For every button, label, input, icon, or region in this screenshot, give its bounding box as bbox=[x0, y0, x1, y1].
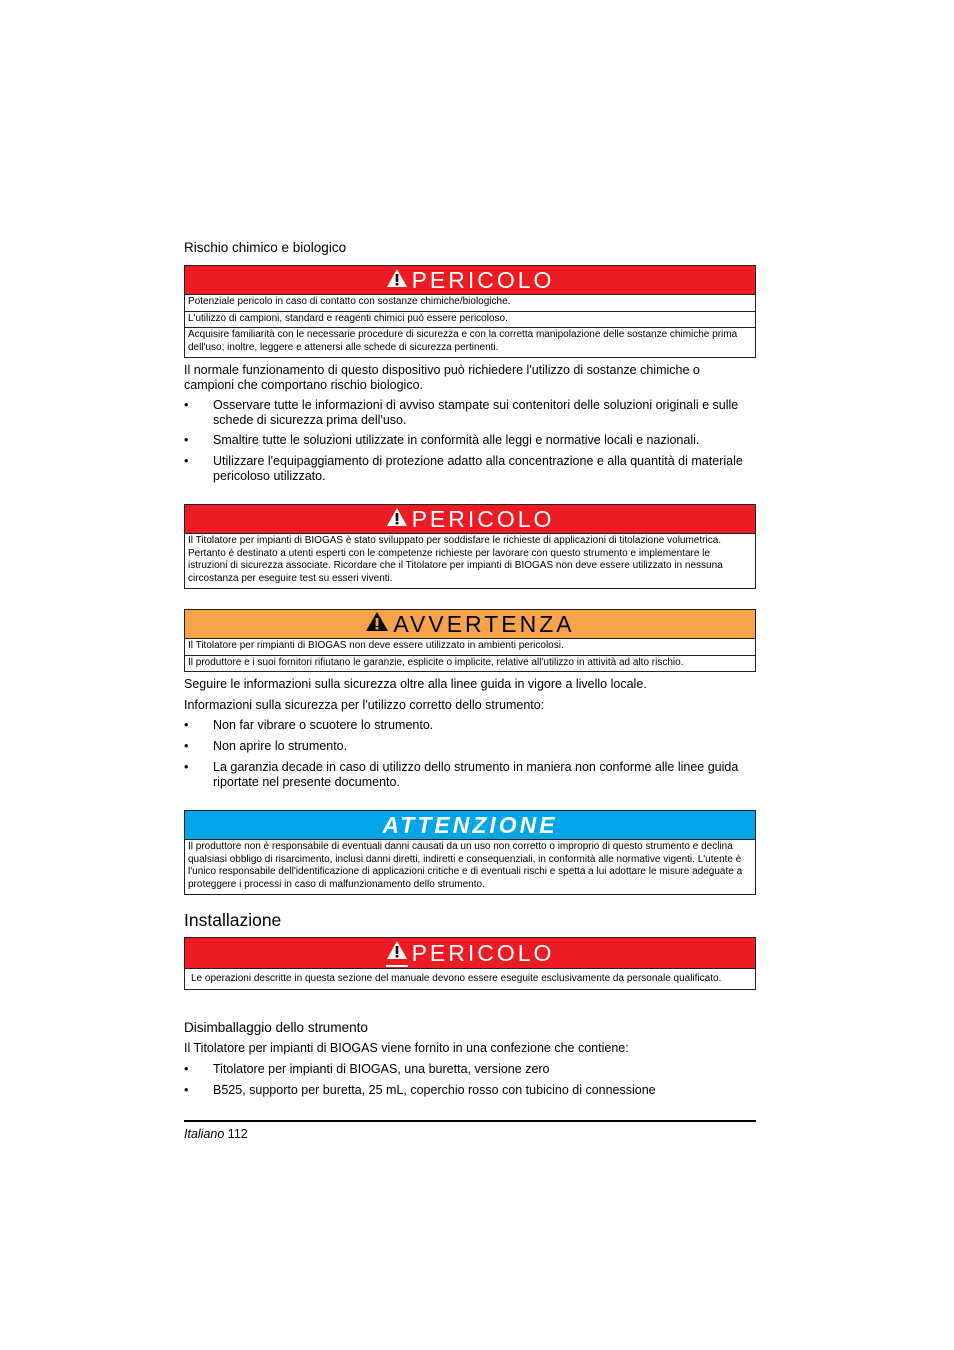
danger-signal-word: PERICOLO bbox=[411, 267, 555, 293]
warning-triangle-icon bbox=[365, 611, 389, 637]
page-number: 112 bbox=[227, 1127, 248, 1141]
warning-header bbox=[185, 610, 755, 639]
danger-box-2 bbox=[184, 504, 756, 589]
unpacking-intro: Il Titolatore per impianti di BIOGAS viene fornito in una confezione che contiene: bbox=[184, 1041, 629, 1055]
danger-signal-word: PERICOLO bbox=[411, 506, 555, 532]
footer-rule bbox=[184, 1120, 756, 1122]
warning-box bbox=[184, 609, 756, 672]
subheading-unpacking: Disimballaggio dello strumento bbox=[184, 1020, 368, 1035]
warning-signal-word: AVVERTENZA bbox=[393, 611, 575, 637]
warning-triangle-icon bbox=[386, 507, 408, 532]
section-heading-installation: Installazione bbox=[184, 910, 282, 930]
footer-language: Italiano bbox=[184, 1127, 225, 1141]
caution-signal-word: ATTENZIONE bbox=[382, 812, 558, 838]
warning-row: Il produttore e i suoi fornitori rifiutano le garanzie, esplicite o implicite, relative all'utilizzo in attività ad alto rischio. bbox=[188, 656, 684, 668]
caution-header bbox=[185, 811, 755, 840]
caution-text: Il produttore non è responsabile di eventuali danni causati da un uso non corretto o improprio di questo strumento e declina qualsiasi obbligo di risarcimento, inclusi danni diretti, indiretti e consequenziali, in conformità alle normative vigenti. L'utente è l'unico responsabile dell'identificazione di applicazioni critiche e di eventuali rischi e spetta a lui adottare le misure adeguate a proteggere i processi in caso di malfunzionamento dello strumento. bbox=[188, 841, 743, 891]
danger-text: Il Titolatore per impianti di BIOGAS è stato sviluppato per soddisfare le richieste di applicazioni di titolazione volumetrica. Pertanto è destinato a utenti esperti con le competenze richieste per lavorare con questo strumento e implementare le istruzioni di sicurezza associate. Ricordare che il Titolatore per impianti di BIOGAS non deve essere utilizzato in nessuna circostanza per eseguire test su esseri viventi. bbox=[188, 535, 723, 585]
warning-triangle-icon bbox=[386, 268, 408, 293]
caution-box bbox=[184, 810, 756, 895]
section-heading-chemical: Rischio chimico e biologico bbox=[184, 240, 347, 255]
danger-text: Le operazioni descritte in questa sezione del manuale devono essere eseguite esclusivamente da personale qualificato. bbox=[191, 973, 722, 984]
danger-row: Potenziale pericolo in caso di contatto con sostanze chimiche/biologiche. bbox=[185, 295, 755, 312]
danger-box-1 bbox=[184, 265, 756, 358]
chemical-intro-paragraph: Il normale funzionamento di questo dispositivo può richiedere l'utilizzo di sostanze chimiche o campioni che comportano rischio biologico. bbox=[184, 363, 700, 392]
warning-triangle-icon bbox=[386, 940, 408, 967]
danger-row: Acquisire familiarità con le necessarie procedure di sicurezza e con la corretta manipolazione delle sostanze chimiche prima dell'uso; inoltre, leggere e attenersi alle schede di sicurezza pertinenti. bbox=[188, 329, 738, 354]
page-footer bbox=[184, 1127, 248, 1141]
danger-header bbox=[185, 938, 755, 969]
follow-paragraph: Seguire le informazioni sulla sicurezza oltre alla linee guida in vigore a livello locale. bbox=[184, 677, 647, 691]
info-paragraph: Informazioni sulla sicurezza per l'utilizzo corretto dello strumento: bbox=[184, 698, 545, 712]
danger-row: L'utilizzo di campioni, standard e reagenti chimici può essere pericoloso. bbox=[185, 312, 755, 329]
danger-header bbox=[185, 266, 755, 295]
warning-row: Il Titolatore per rimpianti di BIOGAS non deve essere utilizzato in ambienti pericolosi. bbox=[185, 639, 755, 656]
danger-box-3 bbox=[184, 937, 756, 990]
danger-signal-word: PERICOLO bbox=[411, 940, 555, 966]
danger-header bbox=[185, 505, 755, 534]
